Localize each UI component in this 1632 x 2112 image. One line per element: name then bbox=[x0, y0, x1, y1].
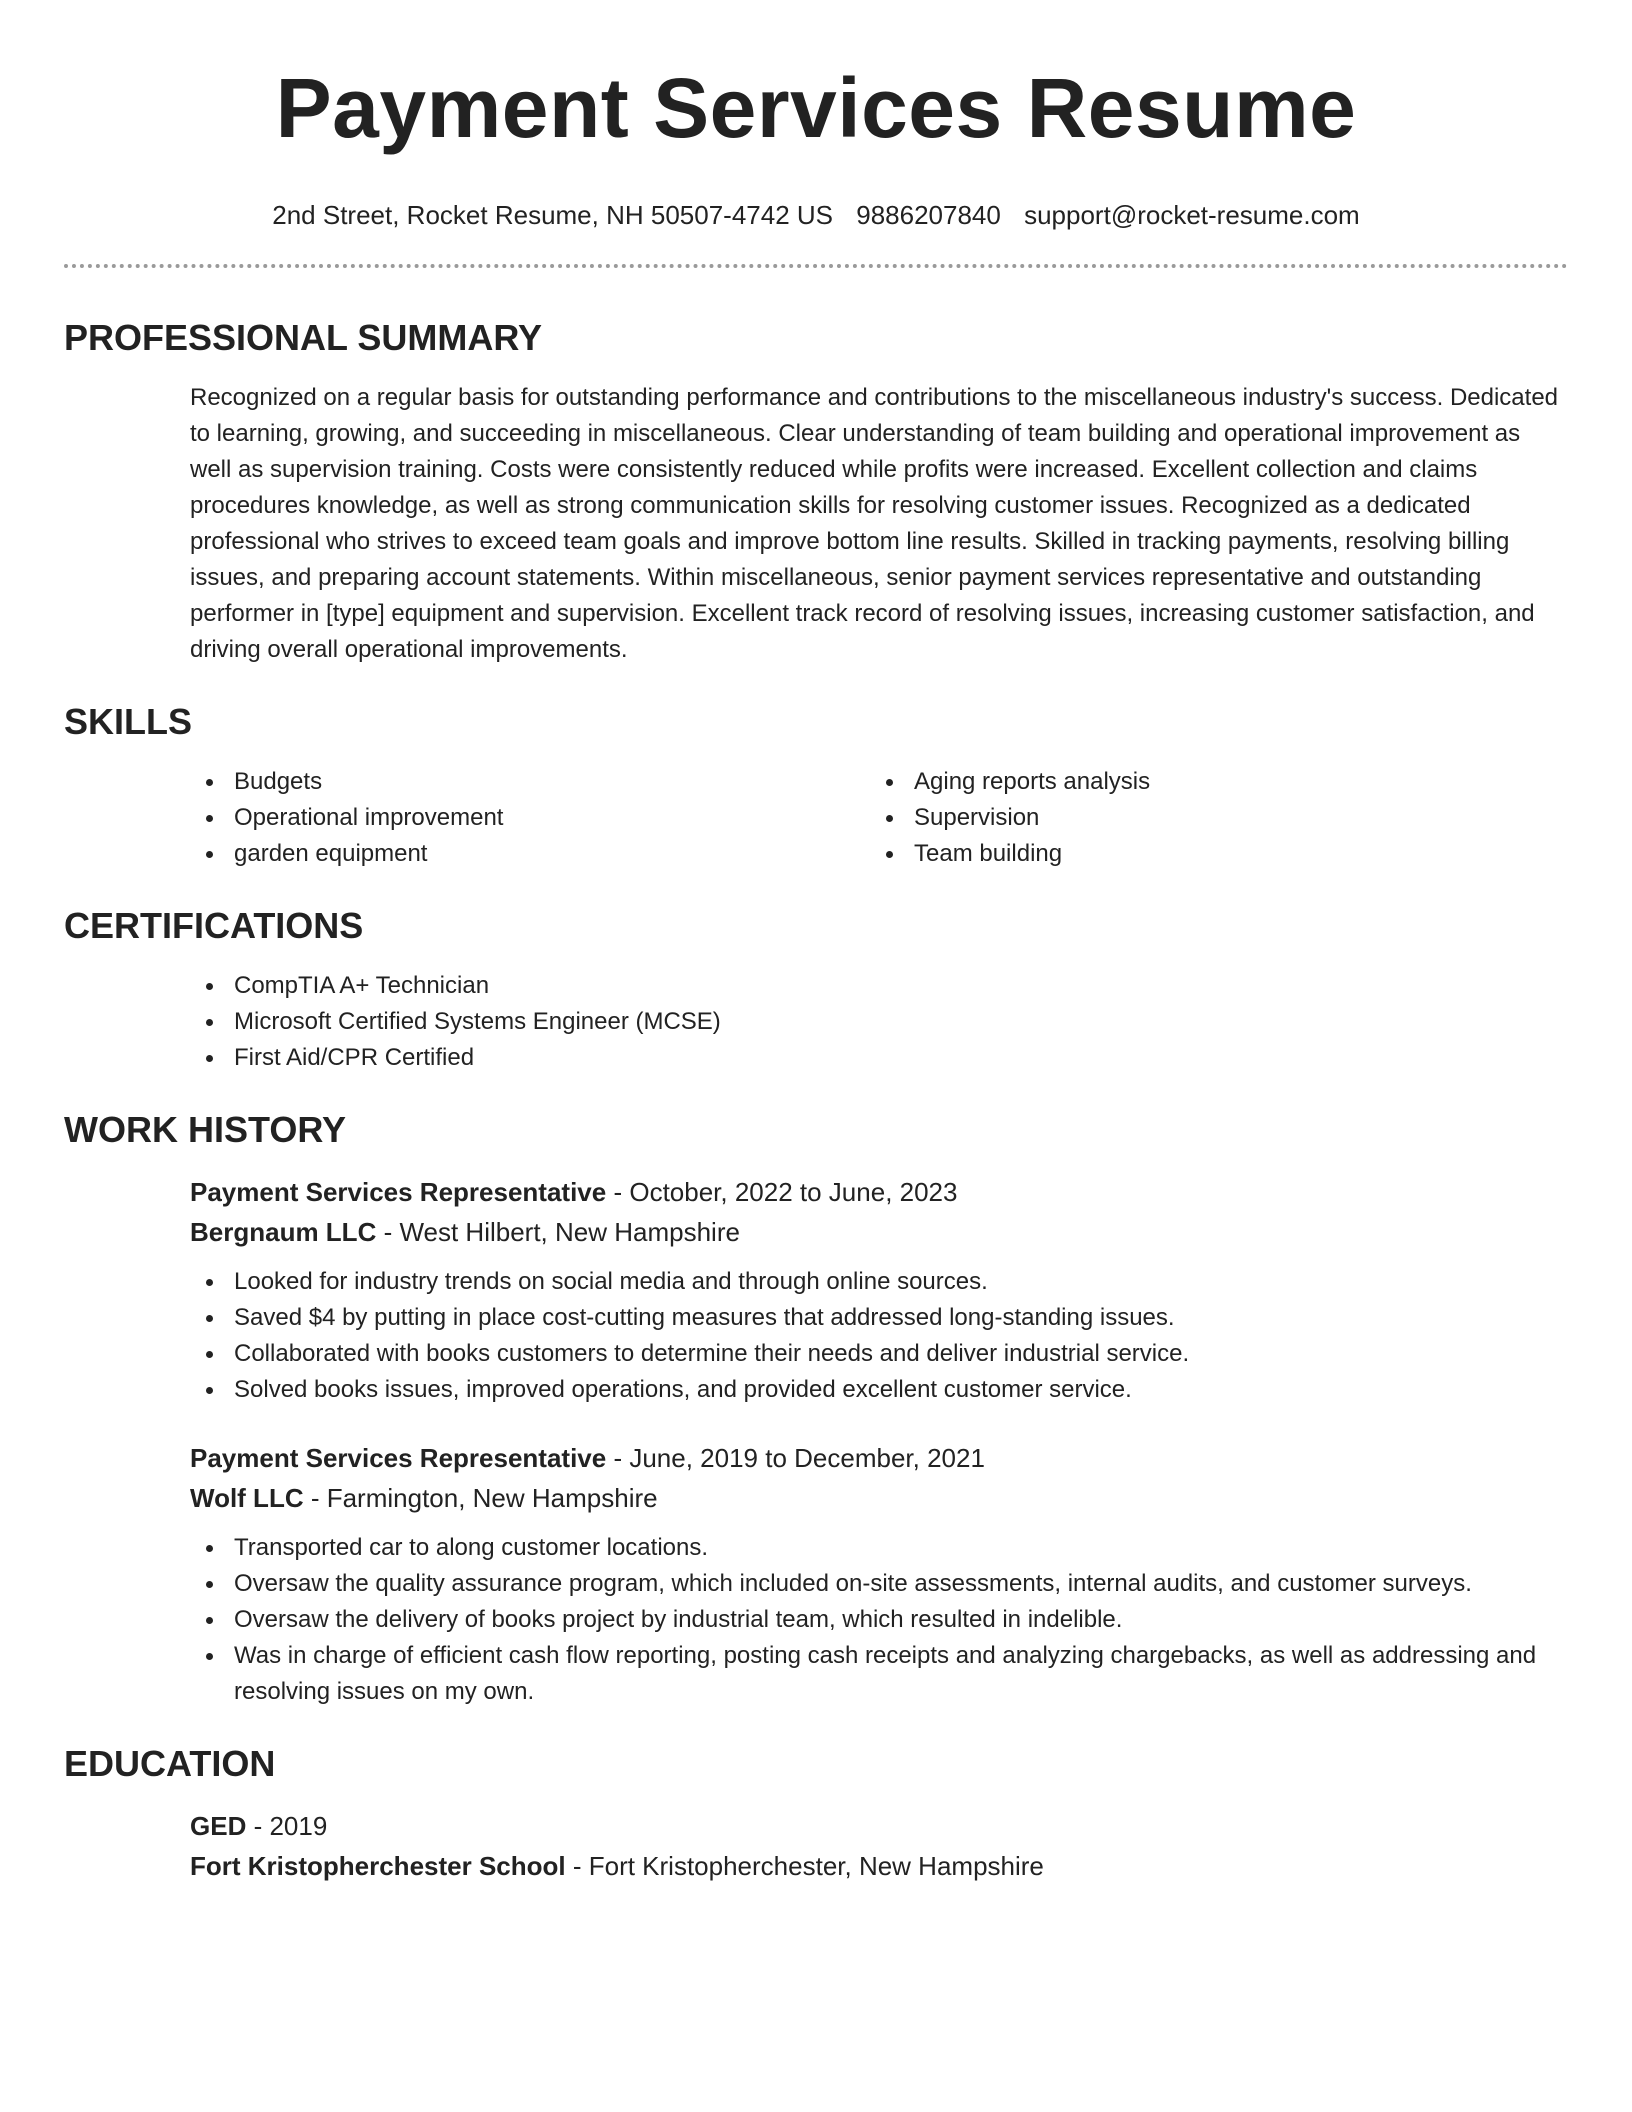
education-degree: GED bbox=[190, 1811, 247, 1841]
job-bullet: Saved $4 by putting in place cost-cutting measures that addressed long-standing issues. bbox=[190, 1300, 1568, 1336]
job-bullet: Oversaw the delivery of books project by industrial team, which resulted in indelible. bbox=[190, 1602, 1568, 1638]
skills-list bbox=[190, 764, 1568, 872]
skills-column-right bbox=[870, 764, 1550, 872]
education-entry bbox=[190, 1806, 1568, 1886]
skill-item: garden equipment bbox=[190, 836, 870, 872]
skill-item: Budgets bbox=[190, 764, 870, 800]
job-bullets bbox=[190, 1530, 1568, 1710]
contact-line bbox=[64, 198, 1568, 232]
job-location: - Farmington, New Hampshire bbox=[303, 1483, 658, 1513]
education-school: Fort Kristopherchester School bbox=[190, 1851, 566, 1881]
education-degree-line bbox=[190, 1806, 1568, 1846]
job-dates: - June, 2019 to December, 2021 bbox=[606, 1443, 985, 1473]
summary-text: Recognized on a regular basis for outstanding performance and contributions to the miscellaneous industry's success. Dedicated to learning, growing, and succeeding in miscellaneous. Clear understanding of team building and operational improvement as well as supervision training. Costs were consistently reduced while profits were increased. Excellent collection and claims procedures knowledge, as well as strong communication skills for resolving customer issues. Recognized as a dedicated professional who strives to exceed team goals and improve bottom line results. Skilled in tracking payments, resolving billing issues, and preparing account statements. Within miscellaneous, senior payment services representative and outstanding performer in [type] equipment and supervision. Excellent track record of resolving issues, increasing customer satisfaction, and driving overall operational improvements. bbox=[190, 384, 1559, 663]
education-year: - 2019 bbox=[246, 1811, 328, 1841]
education-school-line bbox=[190, 1846, 1568, 1886]
work-history-heading: WORK HISTORY bbox=[64, 1109, 347, 1150]
header-divider bbox=[64, 264, 1568, 268]
skill-item: Team building bbox=[870, 836, 1550, 872]
job-company-line bbox=[190, 1212, 1568, 1252]
education-location: - Fort Kristopherchester, New Hampshire bbox=[565, 1851, 1044, 1881]
skill-item: Operational improvement bbox=[190, 800, 870, 836]
job-title-line bbox=[190, 1438, 1568, 1478]
job-company: Bergnaum LLC bbox=[190, 1217, 377, 1247]
certifications-heading: CERTIFICATIONS bbox=[64, 905, 364, 946]
job-entry bbox=[190, 1438, 1568, 1518]
job-bullet: Solved books issues, improved operations, and provided excellent customer service. bbox=[190, 1372, 1568, 1408]
skills-heading: SKILLS bbox=[64, 701, 193, 742]
job-bullet: Looked for industry trends on social media and through online sources. bbox=[190, 1264, 1568, 1300]
certification-item: First Aid/CPR Certified bbox=[190, 1040, 1568, 1076]
job-dates: - October, 2022 to June, 2023 bbox=[606, 1177, 958, 1207]
certifications-list bbox=[190, 968, 1568, 1076]
certification-item: Microsoft Certified Systems Engineer (MCSE) bbox=[190, 1004, 1568, 1040]
job-title: Payment Services Representative bbox=[190, 1177, 607, 1207]
job-title-line bbox=[190, 1172, 1568, 1212]
resume-page bbox=[64, 0, 1568, 1886]
contact-email: support@rocket-resume.com bbox=[1024, 200, 1360, 230]
resume-title: Payment Services Resume bbox=[275, 61, 1357, 155]
job-entry bbox=[190, 1172, 1568, 1252]
skills-column-left bbox=[190, 764, 870, 872]
job-bullet: Collaborated with books customers to determine their needs and deliver industrial service. bbox=[190, 1336, 1568, 1372]
job-bullets bbox=[190, 1264, 1568, 1408]
contact-address: 2nd Street, Rocket Resume, NH 50507-4742 US bbox=[272, 200, 834, 230]
job-title: Payment Services Representative bbox=[190, 1443, 607, 1473]
job-company-line bbox=[190, 1478, 1568, 1518]
certification-item: CompTIA A+ Technician bbox=[190, 968, 1568, 1004]
job-bullet: Transported car to along customer locations. bbox=[190, 1530, 1568, 1566]
job-bullet: Was in charge of efficient cash flow reporting, posting cash receipts and analyzing chargebacks, as well as addressing and resolving issues on my own. bbox=[190, 1638, 1568, 1710]
summary-heading: PROFESSIONAL SUMMARY bbox=[64, 317, 543, 358]
job-location: - West Hilbert, New Hampshire bbox=[376, 1217, 740, 1247]
contact-phone: 9886207840 bbox=[856, 200, 1001, 230]
job-company: Wolf LLC bbox=[190, 1483, 304, 1513]
education-heading: EDUCATION bbox=[64, 1743, 276, 1784]
skill-item: Aging reports analysis bbox=[870, 764, 1550, 800]
job-bullet: Oversaw the quality assurance program, which included on-site assessments, internal audits, and customer surveys. bbox=[190, 1566, 1568, 1602]
skill-item: Supervision bbox=[870, 800, 1550, 836]
